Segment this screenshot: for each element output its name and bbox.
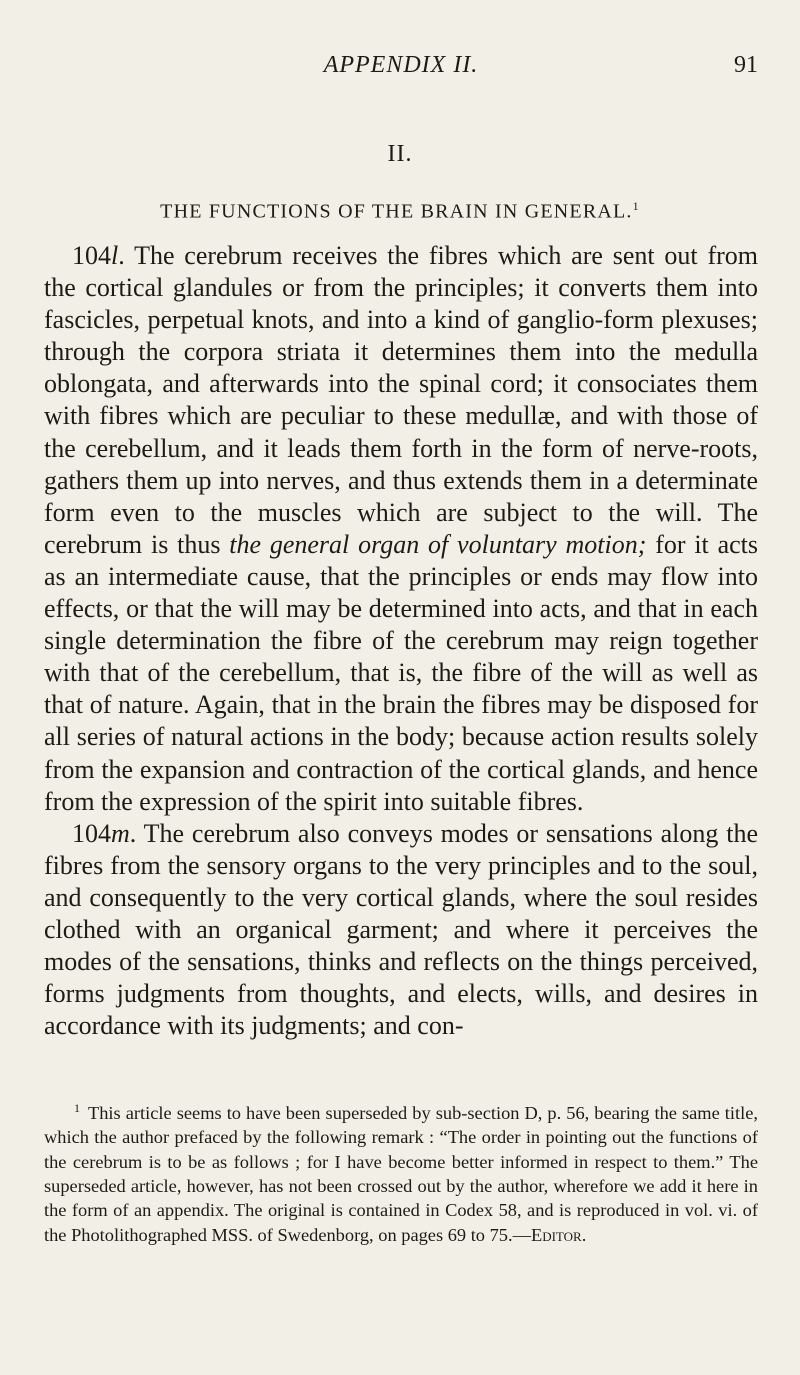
paragraph-number-digits: 104 [72,818,111,848]
paragraph-number-letter: l [111,241,119,270]
paragraph-number [72,241,118,270]
paragraph-text: . The cerebrum also conveys modes or sensations along the fibres from the sensory organs to the very principles and to the soul, and consequently to the very cortical glands, where the soul resides clothed with an organical garment; and where it perceives the modes of the sensations, thinks and reflects on the things perceived, forms judgments from thoughts, and elects, wills, and desires in accordance with its judgments; and con- [44,818,758,1041]
footnote-text: This article seems to have been superseded by sub-section D, p. 56, bearing the same title, which the author prefaced by the following remark : “The order in pointing out the functions of the cerebrum is to be as follows ; for I have become better informed in respect to them.” The superseded article, however, has not been crossed out by the author, wherefore we add it here in the form of an appendix. The original is contained in Codex 58, and is reproduced in vol. vi. of the Photolithographed MSS. of Swedenborg, on pages 69 to 75.— [44,1103,758,1245]
emphasized-phrase: the general organ of voluntary motion; [229,529,647,559]
paragraph-number-letter: m [111,818,130,848]
page-number: 91 [734,52,758,78]
section-title-text: THE FUNCTIONS OF THE BRAIN IN GENERAL. [160,200,633,223]
paragraph-text-continued: for it acts as an intermediate cause, that the principles or ends may flow into effects, or that the will may be determined into acts, and that in each single determination the fibre of the cerebrum may reign together with that of the cerebellum, that is, the fibre of the will as well as that of nature. Again, that in the brain the fibres may be disposed for all series of natural actions in the body; because action results solely from the expansion and contraction of the cortical glands, and hence from the expression of the spirit into suitable fibres. [44,529,758,816]
paragraph-number [72,819,130,848]
section-title [0,199,800,224]
footnotes [44,1096,758,1247]
running-title: APPENDIX II. [323,52,479,78]
footnote-reference: 1 [632,199,640,213]
body-text [44,240,758,1042]
footnote-mark: 1 [74,1101,80,1115]
paragraph-104m [44,818,758,1043]
paragraph-104l [44,240,758,818]
footnote-signature: Editor. [530,1224,587,1245]
paragraph-number-digits: 104 [72,241,111,270]
running-header [44,52,758,84]
section-number: II. [387,141,413,167]
paragraph-text: . The cerebrum receives the fibres which are sent out from the cortical glandules or from the principles; it converts them into fascicles, perpetual knots, and into a kind of ganglio-form plexuses; through the corpora striata it determines them into the medulla oblongata, and afterwards into the spinal cord; it consociates them with fibres which are peculiar to these medullæ, and with those of the cerebellum, and it leads them forth in the form of nerve-roots, gathers them up into nerves, and thus extends them in a determinate form even to the muscles which are subject to the will. The cerebrum is thus [44,241,758,559]
footnote-1 [44,1096,758,1247]
